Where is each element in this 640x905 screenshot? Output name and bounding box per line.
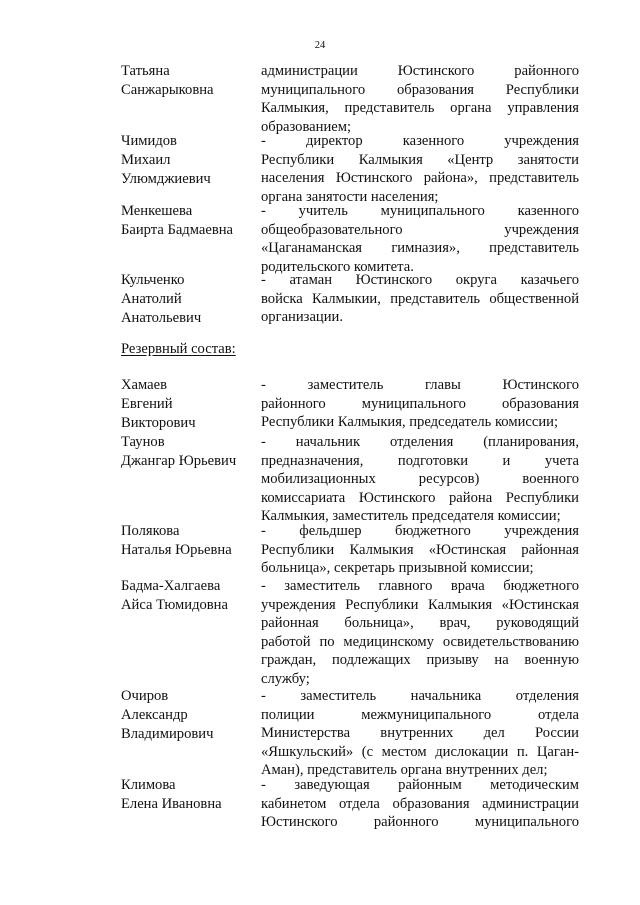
member-description: [261, 376, 579, 432]
description-line: - заместитель начальника отделения: [261, 688, 579, 704]
description-line: районная больница», врач, руководящий: [261, 615, 579, 632]
member-name-line: Анатольевич: [121, 310, 202, 326]
member-name-line: Анатолий: [121, 291, 182, 307]
member-name-line: Владимирович: [121, 726, 214, 742]
description-line: организации.: [261, 309, 343, 326]
member-name-line: Полякова: [121, 523, 180, 539]
member-name-line: Наталья Юрьевна: [121, 542, 232, 558]
description-line: «Яшкульский» (с местом дислокации п. Цаган-: [261, 743, 579, 760]
member-name: [121, 577, 259, 615]
description-line: - начальник отделения (планирования,: [261, 434, 579, 450]
description-line: - заведующая районным методическим: [261, 777, 579, 793]
description-line: «Цаганаманская гимназия», представитель: [261, 240, 579, 257]
member-name-line: Татьяна: [121, 63, 170, 79]
description-line: - заместитель главного врача бюджетного: [261, 578, 579, 594]
member-description: [261, 522, 579, 578]
member-name: [121, 522, 259, 560]
description-line: Аман), представитель органа внутренних дел;: [261, 762, 548, 779]
description-line: родительского комитета.: [261, 258, 414, 275]
description-line: Калмыкия, заместитель председателя комиссии;: [261, 508, 561, 525]
member-description: [261, 202, 579, 276]
description-line: администрации Юстинского районного: [261, 63, 579, 79]
member-name-line: Хамаев: [121, 377, 167, 393]
member-name-line: Бадма-Халгаева: [121, 578, 221, 594]
member-name-line: Таунов: [121, 434, 165, 450]
member-name: [121, 132, 259, 189]
description-line: - директор казенного учреждения: [261, 133, 579, 149]
description-line: органа занятости населения;: [261, 188, 439, 205]
member-name-line: Очиров: [121, 688, 169, 704]
member-name: [121, 271, 259, 328]
description-line: общеобразовательного учреждения: [261, 221, 579, 238]
description-line: граждан, подлежащих призыву на военную: [261, 652, 579, 669]
description-line: предназначения, подготовки и учета: [261, 452, 579, 469]
description-line: учреждения Республики Калмыкия «Юстинская: [261, 596, 579, 613]
description-line: Калмыкия, представитель органа управления: [261, 100, 579, 117]
description-line: Юстинского районного муниципального: [261, 814, 579, 831]
member-description: [261, 776, 579, 832]
description-line: населения Юстинского района», представитель: [261, 170, 579, 187]
member-name-line: Баирта Бадмаевна: [121, 222, 234, 238]
member-name-line: Айса Тюмидовна: [121, 597, 228, 613]
description-line: комиссариата Юстинского района Республики: [261, 489, 579, 506]
member-name-line: Джангар Юрьевич: [121, 453, 237, 469]
description-line: муниципального образования Республики: [261, 81, 579, 98]
description-line: кабинетом отдела образования администрации: [261, 795, 579, 812]
description-line: - атаман Юстинского округа казачьего: [261, 272, 579, 288]
description-line: Министерства внутренних дел России: [261, 725, 579, 742]
member-name: [121, 202, 259, 240]
description-line: Республики Калмыкия «Юстинская районная: [261, 541, 579, 558]
member-name-line: Улюмджиевич: [121, 171, 211, 187]
member-name-line: Евгений: [121, 396, 173, 412]
member-name-line: Климова: [121, 777, 176, 793]
description-line: службу;: [261, 670, 310, 687]
member-name-line: Менкешева: [121, 203, 193, 219]
description-line: Республики Калмыкия, председатель комиссии;: [261, 414, 559, 431]
member-name: [121, 376, 259, 433]
member-name-line: Чимидов: [121, 133, 177, 149]
member-name-line: Елена Ивановна: [121, 796, 222, 812]
description-line: образованием;: [261, 118, 352, 135]
description-line: - заместитель главы Юстинского: [261, 377, 579, 393]
description-line: - фельдшер бюджетного учреждения: [261, 523, 579, 539]
member-name-line: Кульченко: [121, 272, 185, 288]
member-description: [261, 577, 579, 689]
reserve-heading: Резервный состав:: [121, 341, 236, 357]
page-number: 24: [314, 40, 326, 51]
description-line: работой по медицинскому освидетельствованию: [261, 633, 579, 650]
member-description: [261, 687, 579, 780]
member-name-line: Викторович: [121, 415, 196, 431]
description-line: Республики Калмыкия «Центр занятости: [261, 151, 579, 168]
member-name: [121, 62, 259, 100]
description-line: больница», секретарь призывной комиссии;: [261, 560, 534, 577]
member-name: [121, 433, 259, 471]
member-description: [261, 271, 579, 327]
member-description: [261, 132, 579, 206]
description-line: районного муниципального образования: [261, 395, 579, 412]
member-name: [121, 687, 259, 744]
member-name: [121, 776, 259, 814]
member-name-line: Санжарыковна: [121, 82, 214, 98]
member-description: [261, 62, 579, 136]
member-name-line: Михаил: [121, 152, 171, 168]
description-line: - учитель муниципального казенного: [261, 203, 579, 219]
member-description: [261, 433, 579, 526]
member-name-line: Александр: [121, 707, 188, 723]
description-line: войска Калмыкии, представитель общественной: [261, 290, 579, 307]
description-line: мобилизационных ресурсов) военного: [261, 471, 579, 488]
description-line: полиции межмуниципального отдела: [261, 706, 579, 723]
